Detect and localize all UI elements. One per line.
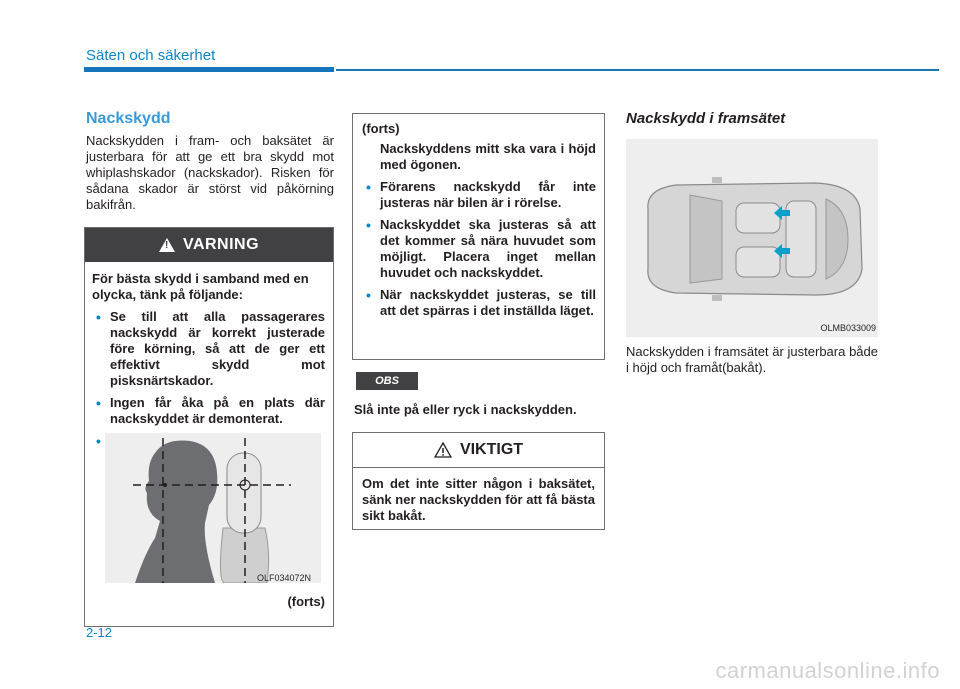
obs-badge: OBS — [356, 372, 418, 390]
heading-nackskydd: Nackskydd — [86, 110, 171, 127]
section-title: Säten och säkerhet — [86, 47, 216, 64]
headrest-figure-svg — [105, 433, 321, 583]
important-header — [353, 433, 604, 468]
header-rule-thin — [336, 69, 939, 71]
continued-label: (forts) — [287, 594, 325, 609]
header-rule-thick — [84, 67, 334, 72]
continued-box-label: (forts) — [362, 121, 400, 136]
warning-intro: För bästa skydd i samband med en olycka, tänk på följande: — [92, 271, 309, 302]
front-seat-paragraph: Nackskydden i framsätet är justerbara både i höjd och framåt(bakåt). — [626, 344, 878, 375]
warning-item: • Ingen får åka på en plats där nackskyddet är demonterat. — [92, 395, 325, 427]
continued-item: • Nackskyddet ska justeras så att det kommer så nära huvudet som möjligt. Placera inget mellan huvudet och nackskyddet. — [362, 217, 596, 281]
warning-header — [85, 228, 333, 262]
important-box — [352, 432, 605, 530]
watermark: carmanualsonline.info — [715, 658, 940, 683]
important-label: VIKTIGT — [459, 441, 524, 458]
continued-box — [352, 113, 605, 360]
warning-label: VARNING — [182, 236, 260, 253]
headrest-illustration — [105, 433, 321, 583]
warning-triangle-icon — [434, 442, 452, 458]
page-number: 2-12 — [86, 625, 113, 640]
heading-front-seat: Nackskydd i framsätet — [626, 110, 786, 127]
continued-item: • När nackskyddet justeras, se till att det spärras i det inställda läget. — [362, 287, 596, 319]
intro-paragraph: Nackskydden i fram- och baksätet är justerbara för att ge ett bra skydd mot whiplashskador (nackskador). Risken för sådana skador är störst vid påkörning bakifrån. — [86, 133, 334, 212]
car-topview-svg — [626, 139, 878, 337]
warning-item: • Se till att alla passagerares nackskydd är korrekt justerade före körning, så att de ger ett effektivt skydd mot pisksnärtskador. — [92, 309, 325, 389]
important-text: Om det inte sitter någon i baksätet, sänk ner nackskydden för att få bästa sikt bakåt. — [362, 476, 595, 523]
continued-lead: Nackskyddens mitt ska vara i höjd med ögonen. — [380, 141, 596, 172]
obs-text: Slå inte på eller ryck i nackskydden. — [354, 402, 577, 417]
warning-triangle-icon — [159, 238, 175, 252]
car-illustration — [626, 139, 878, 337]
figure-code: OLF034072N — [257, 573, 312, 583]
figure-code: OLMB033009 — [820, 323, 876, 333]
continued-item: • Förarens nackskydd får inte justeras när bilen är i rörelse. — [362, 179, 596, 211]
warning-box — [84, 227, 334, 627]
